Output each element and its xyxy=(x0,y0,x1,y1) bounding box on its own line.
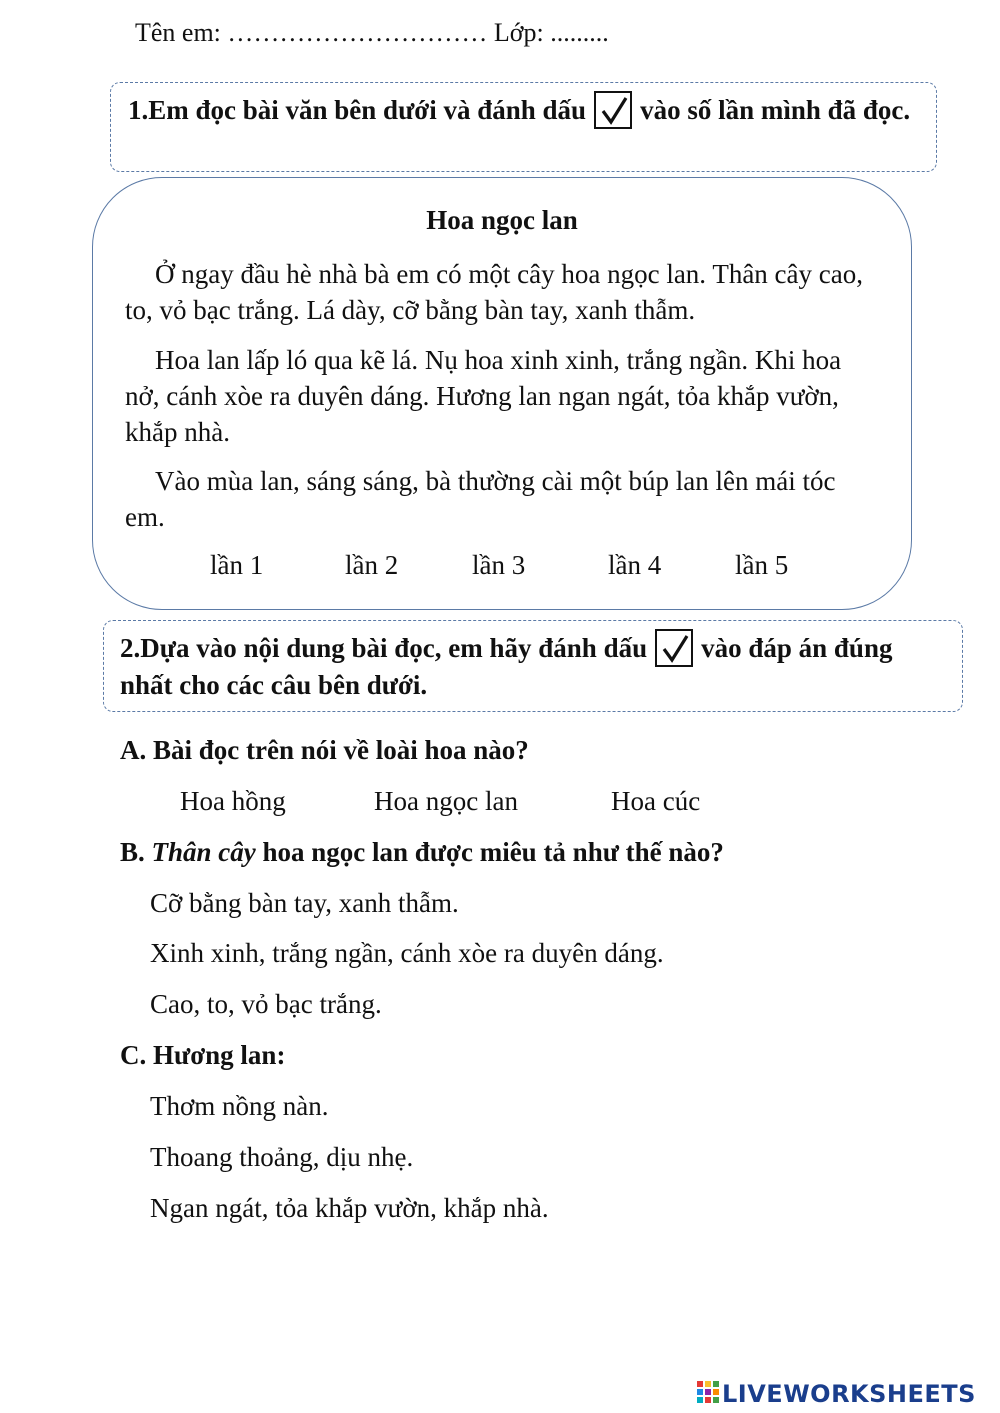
reading-paragraph: Hoa lan lấp ló qua kẽ lá. Nụ hoa xinh xinh, trắng ngần. Khi hoa nở, cánh xòe ra duyên dáng. Hương lan ngan ngát, tỏa khắp vườn, khắp nhà. xyxy=(125,345,842,447)
answer-option-b1[interactable]: Cỡ bằng bàn tay, xanh thẫm. xyxy=(150,888,459,918)
instruction-2-text-after: vào đáp án đúng nhất cho các câu bên dưới. xyxy=(120,633,893,700)
answer-option-b2[interactable]: Xinh xinh, trắng ngần, cánh xòe ra duyên dáng. xyxy=(150,938,664,968)
reading-times-option-3[interactable]: lần 3 xyxy=(472,550,526,580)
instruction-2 xyxy=(120,630,950,703)
liveworksheets-logo-text: LIVEWORKSHEETS xyxy=(722,1380,976,1408)
liveworksheets-grid-icon xyxy=(697,1381,719,1409)
answer-option-c1[interactable]: Thơm nồng nàn. xyxy=(150,1091,329,1121)
question-a xyxy=(120,735,529,766)
name-label: Tên em: xyxy=(135,18,221,47)
reading-times-option-1[interactable]: lần 1 xyxy=(210,550,264,580)
reading-paragraph: Ở ngay đầu hè nhà bà em có một cây hoa ngọc lan. Thân cây cao, to, vỏ bạc trắng. Lá dày, cỡ bằng bàn tay, xanh thẫm. xyxy=(125,259,863,325)
instruction-1 xyxy=(128,92,918,129)
instruction-1-text-after: vào số lần mình đã đọc. xyxy=(640,95,911,125)
reading-paragraph: Vào mùa lan, sáng sáng, bà thường cài một búp lan lên mái tóc em. xyxy=(125,466,836,532)
reading-times-option-2[interactable]: lần 2 xyxy=(345,550,399,580)
question-b-text: hoa ngọc lan được miêu tả như thế nào? xyxy=(262,837,724,867)
instruction-1-text-before: 1.Em đọc bài văn bên dưới và đánh dấu xyxy=(128,95,587,125)
student-info-line xyxy=(135,18,609,48)
name-blank[interactable]: ………………………… xyxy=(227,18,488,47)
answer-option-b3[interactable]: Cao, to, vỏ bạc trắng. xyxy=(150,989,382,1019)
answer-option-a3[interactable]: Hoa cúc xyxy=(611,786,701,816)
answer-option-c2[interactable]: Thoang thoảng, dịu nhẹ. xyxy=(150,1142,414,1172)
question-c-text: Hương lan: xyxy=(153,1040,286,1070)
question-c-prefix: C. xyxy=(120,1040,147,1070)
class-label: Lớp: xyxy=(493,18,544,47)
class-blank[interactable]: ......... xyxy=(550,18,609,47)
checkbox-icon xyxy=(655,629,693,667)
question-b xyxy=(120,837,724,868)
question-b-italic: Thân cây xyxy=(151,837,256,867)
reading-times-option-4[interactable]: lần 4 xyxy=(608,550,662,580)
answer-option-c3[interactable]: Ngan ngát, tỏa khắp vườn, khắp nhà. xyxy=(150,1193,549,1223)
answer-option-a1[interactable]: Hoa hồng xyxy=(180,786,286,816)
reading-title: Hoa ngọc lan xyxy=(426,205,578,235)
question-a-text: Bài đọc trên nói về loài hoa nào? xyxy=(153,735,529,765)
reading-times-option-5[interactable]: lần 5 xyxy=(735,550,789,580)
question-a-prefix: A. xyxy=(120,735,147,765)
checkbox-icon xyxy=(594,91,632,129)
question-b-prefix: B. xyxy=(120,837,145,867)
instruction-2-text-before: 2.Dựa vào nội dung bài đọc, em hãy đánh dấu xyxy=(120,633,648,663)
liveworksheets-logo xyxy=(697,1380,976,1410)
question-c xyxy=(120,1040,285,1071)
answer-option-a2[interactable]: Hoa ngọc lan xyxy=(374,786,518,816)
